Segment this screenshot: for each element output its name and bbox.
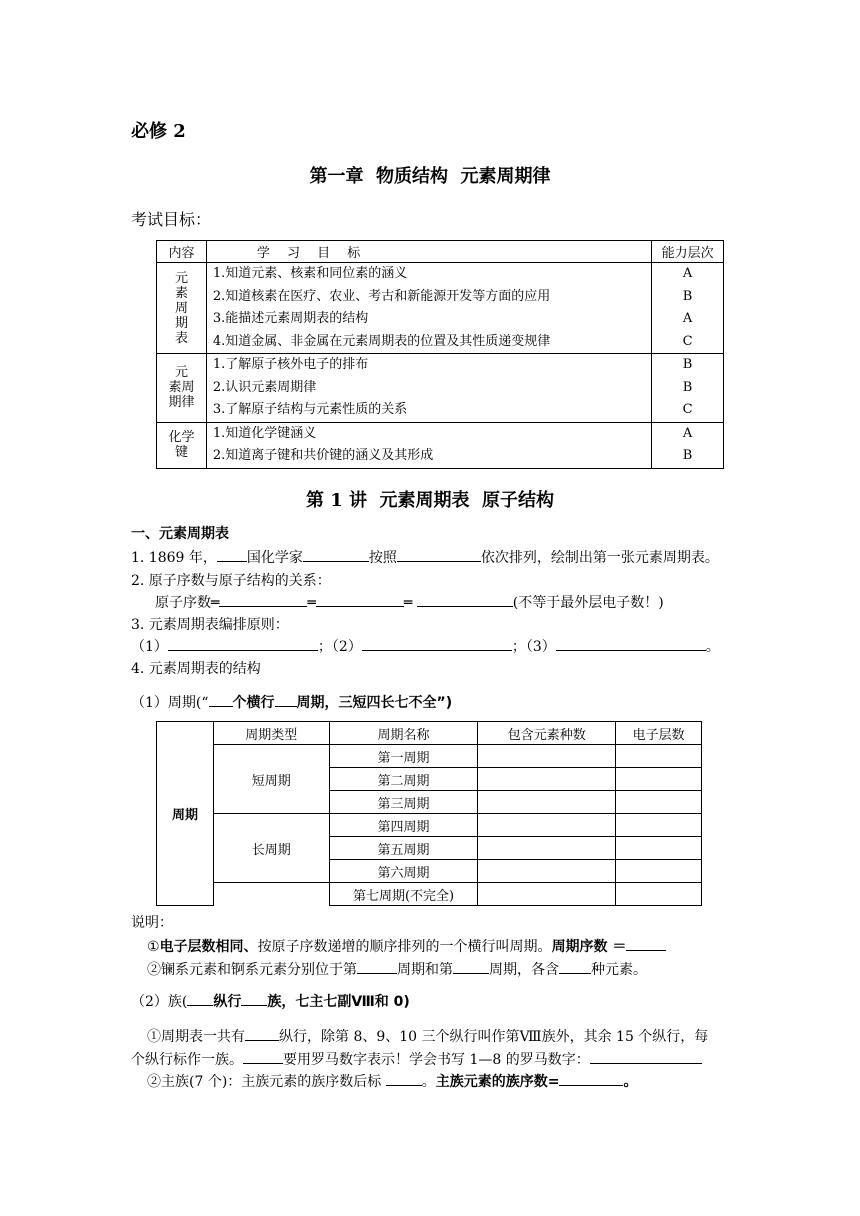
question-4-title: 4. 元素周期表的结构 <box>131 661 261 677</box>
element-count-cell <box>478 768 616 791</box>
chapter-title: 第一章 物质结构 元素周期律 <box>309 166 551 187</box>
note-label: 说明： <box>131 915 173 931</box>
objectives-label: 考试目标： <box>131 210 212 229</box>
goal-item: 2.知道离子键和共价键的涵义及其形成 <box>212 448 434 463</box>
goal-item: 3.了解原子结构与元素性质的关系 <box>212 402 408 417</box>
element-count-cell <box>478 814 616 837</box>
question-3-line: （1） ；（2） ；（3） 。 <box>131 639 720 655</box>
shell-count-cell <box>616 814 702 837</box>
header-level: 能力层次 <box>652 241 724 263</box>
question-2-title: 2. 原子序数与原子结构的关系： <box>131 573 331 589</box>
element-count-cell <box>478 745 616 768</box>
period-name: 第六周期 <box>329 860 478 883</box>
objectives-table <box>156 240 724 469</box>
short-period-label: 短周期 <box>213 745 329 814</box>
shell-count-cell <box>616 745 702 768</box>
goal-item: 3.能描述元素周期表的结构 <box>212 311 369 326</box>
header-shell-count: 电子层数 <box>616 722 702 745</box>
note-1: ①电子层数相同、按原子序数递增的顺序排列的一个横行叫周期。周期序数 ＝ <box>147 936 666 956</box>
element-count-cell <box>478 883 616 906</box>
long-period-label: 长周期 <box>213 814 329 883</box>
empty-type-cell <box>213 883 329 906</box>
goals-periodic-table <box>206 263 651 354</box>
element-count-cell <box>478 837 616 860</box>
period-name: 第一周期 <box>329 745 478 768</box>
element-count-cell <box>478 860 616 883</box>
shell-count-cell <box>616 837 702 860</box>
period-name: 第二周期 <box>329 768 478 791</box>
topic-periodic-table: 元 素 周 期 表 <box>157 263 207 354</box>
shell-count-cell <box>616 791 702 814</box>
header-goals: 学 习 目 标 <box>206 241 651 263</box>
shell-count-cell <box>616 860 702 883</box>
question-3-title: 3. 元素周期表编排原则： <box>131 617 289 633</box>
period-name: 第四周期 <box>329 814 478 837</box>
levels-periodic-law: B B C <box>652 354 724 423</box>
header-element-count: 包含元素种数 <box>478 722 616 745</box>
header-period-type: 周期类型 <box>213 722 329 745</box>
goal-item: 1.知道元素、核素和同位素的涵义 <box>212 266 408 281</box>
header-content: 内容 <box>157 241 207 263</box>
period-name: 第七周期(不完全) <box>329 883 478 906</box>
header-period-name: 周期名称 <box>329 722 478 745</box>
group-line-2: 个纵行标作一族。 要用罗马数字表示！学会书写 1—8 的罗马数字： <box>131 1049 702 1069</box>
levels-periodic-table: A B A C <box>652 263 724 354</box>
question-2-line: 原子序数═ ═ ═ (不等于最外层电子数！) <box>155 595 664 611</box>
topic-chemical-bond: 化学 键 <box>157 422 207 468</box>
shell-count-cell <box>616 883 702 906</box>
period-name: 第五周期 <box>329 837 478 860</box>
shell-count-cell <box>616 768 702 791</box>
note-2: ②镧系元素和锕系元素分别位于第 周期和第 周期，各含 种元素。 <box>147 962 647 978</box>
topic-periodic-law: 元 素周 期律 <box>157 354 207 423</box>
levels-chemical-bond: A B <box>652 422 724 468</box>
period-name: 第三周期 <box>329 791 478 814</box>
section-title: 一、元素周期表 <box>131 526 229 542</box>
lecture-title: 第 1 讲 元素周期表 原子结构 <box>305 490 555 511</box>
book-label: 必修 2 <box>131 121 186 142</box>
group-line-3: ②主族(7 个)：主族元素的族序数后标 。主族元素的族序数= 。 <box>147 1074 638 1090</box>
period-row-label: 周期 <box>157 722 214 906</box>
goal-item: 1.了解原子核外电子的排布 <box>212 357 369 372</box>
goals-periodic-law <box>206 354 651 423</box>
period-heading: （1）周期(“ 个横行 周期，三短四长七不全”) <box>131 695 453 711</box>
group-heading: （2）族( 纵行 族，七主七副Ⅷ和 0) <box>131 994 410 1010</box>
question-1: 1. 1869 年， 国化学家 按照 依次排列，绘制出第一张元素周期表。 <box>131 550 719 566</box>
goals-chemical-bond <box>206 422 651 468</box>
goal-item: 1.知道化学键涵义 <box>212 425 317 441</box>
element-count-cell <box>478 791 616 814</box>
goal-item: 4.知道金属、非金属在元素周期表的位置及其性质递变规律 <box>212 333 551 349</box>
group-line-1: ①周期表一共有 纵行，除第 8、9、10 三个纵行叫作第Ⅷ族外，其余 15 个纵行，每 <box>147 1029 709 1045</box>
goal-item: 2.认识元素周期律 <box>212 379 317 395</box>
goal-item: 2.知道核素在医疗、农业、考古和新能源开发等方面的应用 <box>212 288 551 304</box>
period-table <box>156 721 702 906</box>
